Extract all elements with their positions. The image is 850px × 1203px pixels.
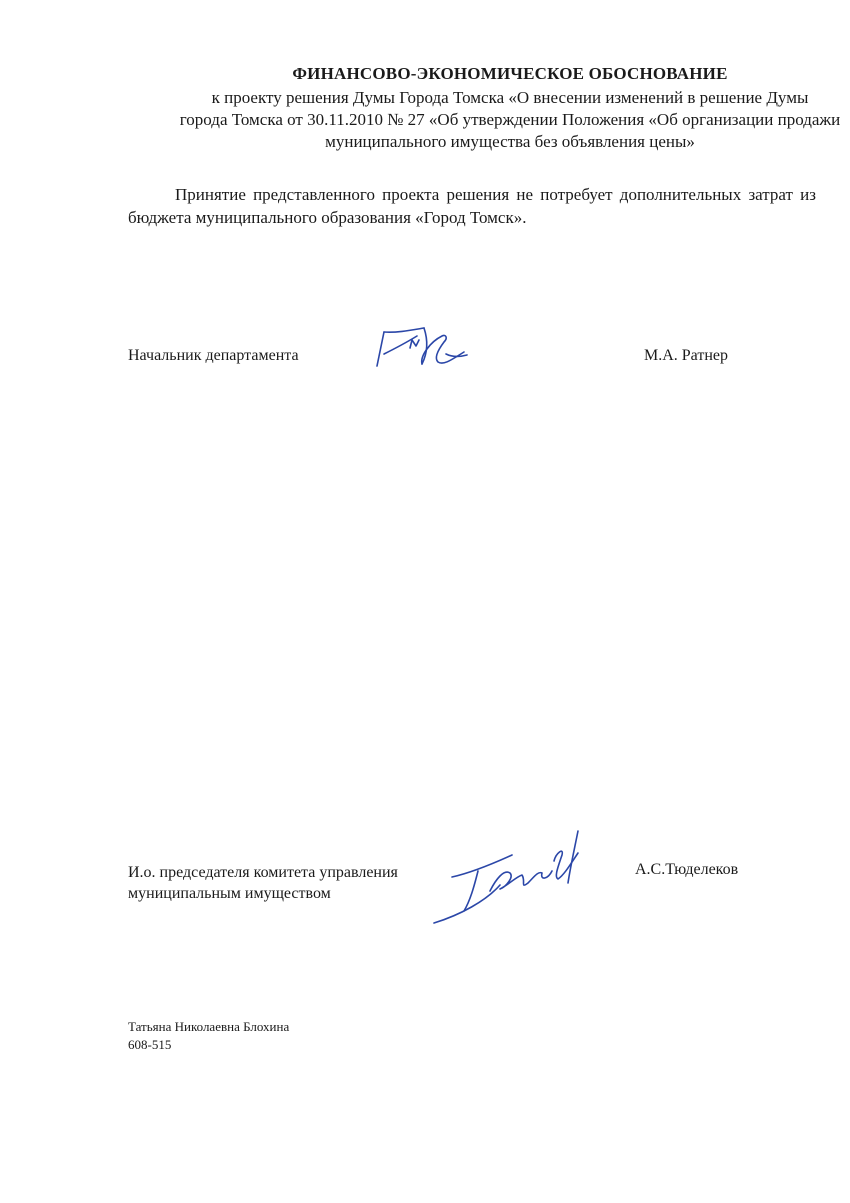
- body-line: бюджета муниципального образования «Город Томск».: [128, 208, 527, 227]
- signer-position-line: И.о. председателя комитета управления: [128, 864, 398, 881]
- subtitle-line: муниципального имущества без объявления цены»: [325, 132, 695, 151]
- executor-info: [128, 1018, 289, 1054]
- handwritten-signature-icon: [372, 322, 477, 372]
- signer-name-2: А.С.Тюделеков: [635, 861, 739, 878]
- signer-position-1: [128, 345, 299, 366]
- signer-position-line: Начальник департамента: [128, 347, 299, 364]
- body-paragraph: [128, 183, 816, 229]
- document-title: ФИНАНСОВО-ЭКОНОМИЧЕСКОЕ ОБОСНОВАНИЕ: [292, 64, 728, 83]
- body-line: Принятие представленного проекта решения не потребует дополнительных затрат из: [175, 185, 816, 204]
- document-subtitle: [110, 87, 850, 153]
- executor-phone: 608-515: [128, 1037, 172, 1052]
- signer-name-1: М.А. Ратнер: [644, 347, 729, 364]
- signer-position-line: муниципальным имуществом: [128, 885, 331, 902]
- subtitle-line: города Томска от 30.11.2010 № 27 «Об утверждении Положения «Об организации продажи: [179, 110, 841, 129]
- signer-position-2: [128, 862, 398, 904]
- subtitle-line: к проекту решения Думы Города Томска «О внесении изменений в решение Думы: [211, 88, 809, 107]
- executor-name: Татьяна Николаевна Блохина: [128, 1019, 290, 1034]
- handwritten-signature-icon: [430, 825, 590, 925]
